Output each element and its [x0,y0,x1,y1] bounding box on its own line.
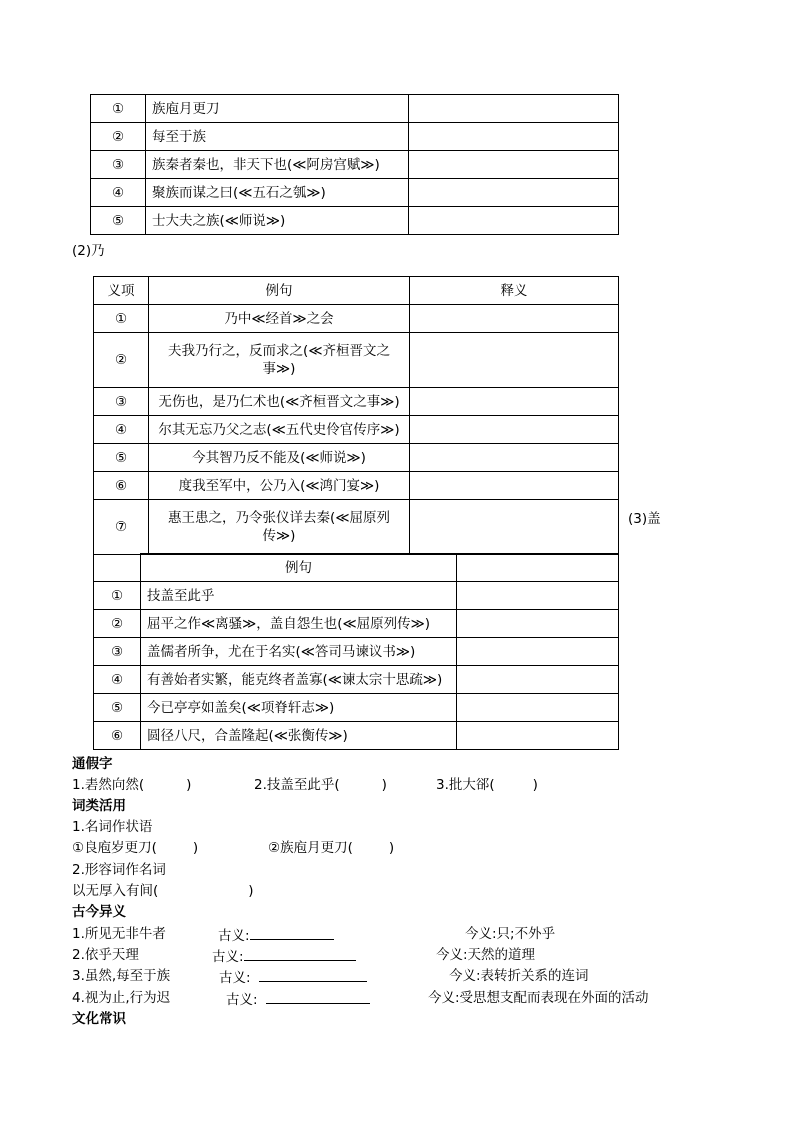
gujin-ancient-3 [219,967,367,987]
row-number: ③ [94,638,141,666]
row-number: ⑥ [94,472,149,500]
table-header-row [94,554,619,582]
table-nai [93,276,619,555]
heading-gujin: 古今异义 [72,904,126,920]
row-number: ⑤ [91,207,146,235]
row-number: ④ [91,179,146,207]
row-number: ② [91,123,146,151]
table-row [91,151,619,179]
paren-close: ) [532,777,538,793]
item-text: ①良庖岁更刀( [72,840,157,856]
row-number: ① [94,305,149,333]
meaning-cell[interactable] [410,444,619,472]
row-number: ① [91,95,146,123]
example-cell: 族秦者秦也，非天下也(≪阿房宫赋≫) [146,151,409,179]
table-row [91,179,619,207]
paren-close: ) [388,840,395,856]
gujin-ancient-4 [226,989,370,1009]
meaning-cell[interactable] [410,305,619,333]
gujin-phrase-4: 4.视为止,行为迟 [72,990,171,1006]
table-row [94,388,619,416]
example-line: 夫我乃行之，反而求之(≪齐桓晋文之 [168,343,390,359]
gujin-ancient-1 [218,925,334,945]
meaning-cell[interactable] [410,472,619,500]
meaning-cell[interactable] [409,123,619,151]
gujin-phrase-1: 1.所见无非牛者 [72,926,166,942]
table-row [91,123,619,151]
example-cell: 屈平之作≪离骚≫，盖自怨生也(≪屈原列传≫) [141,610,457,638]
ancient-label: 古义: [212,949,244,965]
heading-tongjiazi: 通假字 [72,756,113,772]
cilei-item-1 [72,839,198,857]
paren-close: ) [192,840,199,856]
row-number: ⑤ [94,694,141,722]
header-liju: 例句 [141,554,457,582]
item-text: 1.砉然向然( [72,777,145,793]
row-number: ③ [94,388,149,416]
header-yixiang: 义项 [94,277,149,305]
answer-line[interactable] [250,925,334,940]
table-row [94,666,619,694]
ancient-label: 古义: [218,928,250,944]
row-number: ② [94,610,141,638]
example-cell: 今已亭亭如盖矣(≪项脊轩志≫) [141,694,457,722]
example-line: 惠王患之，乃令张仪详去秦(≪屈原列 [168,510,390,526]
header-liju: 例句 [149,277,410,305]
table-row [94,638,619,666]
ancient-label: 古义: [219,970,251,986]
answer-line[interactable] [244,946,356,961]
row-number: ⑤ [94,444,149,472]
section-title-nai: (2)乃 [72,243,105,259]
tongjiazi-item-2 [254,776,387,794]
meaning-cell[interactable] [410,500,619,555]
tongjiazi-item-3 [436,776,538,794]
meaning-cell[interactable] [409,207,619,235]
item-text: 2.技盖至此乎( [254,777,340,793]
table-row [91,95,619,123]
table-row [94,305,619,333]
header-blank [94,554,141,582]
example-cell: 士大夫之族(≪师说≫) [146,207,409,235]
meaning-cell[interactable] [457,638,619,666]
example-cell: 圆径八尺，合盖隆起(≪张衡传≫) [141,722,457,750]
header-blank [457,554,619,582]
paren-close: ) [186,777,192,793]
tongjiazi-item-1 [72,776,191,794]
heading-cilei: 词类活用 [72,798,126,814]
section-title-gai: (3)盖 [628,511,661,527]
meaning-cell[interactable] [409,151,619,179]
meaning-cell[interactable] [457,694,619,722]
example-cell: 今其智乃反不能及(≪师说≫) [149,444,410,472]
gujin-phrase-3: 3.虽然,每至于族 [72,968,171,984]
meaning-cell[interactable] [457,610,619,638]
example-line: 事≫) [262,361,296,377]
example-cell: 无伤也，是乃仁术也(≪齐桓晋文之事≫) [149,388,410,416]
table-row [94,582,619,610]
example-cell: 尔其无忘乃父之志(≪五代史伶官传序≫) [149,416,410,444]
meaning-cell[interactable] [457,722,619,750]
example-cell: 聚族而谋之曰(≪五石之瓠≫) [146,179,409,207]
example-cell: 度我至军中，公乃入(≪鸿门宴≫) [149,472,410,500]
item-text: 以无厚入有间( [72,883,159,899]
header-shiyi: 释义 [410,277,619,305]
meaning-cell[interactable] [410,333,619,388]
gujin-modern-1: 今义:只;不外乎 [465,926,556,942]
table-zu [90,94,619,235]
row-number: ① [94,582,141,610]
meaning-cell[interactable] [410,388,619,416]
row-number: ⑥ [94,722,141,750]
cilei-item-3 [72,882,254,900]
cilei-item-2 [268,839,394,857]
item-text: 3.批大郤( [436,777,495,793]
meaning-cell[interactable] [410,416,619,444]
table-row [94,694,619,722]
answer-line[interactable] [266,989,370,1004]
example-cell [149,500,410,555]
row-number: ② [94,333,149,388]
table-row [94,333,619,388]
row-number: ⑦ [94,500,149,555]
cilei-sub-1: 1.名词作状语 [72,819,153,835]
paren-close: ) [248,883,254,899]
meaning-cell[interactable] [457,582,619,610]
example-cell: 盖儒者所争，尤在于名实(≪答司马谏议书≫) [141,638,457,666]
example-cell: 族庖月更刀 [146,95,409,123]
table-header-row [94,277,619,305]
table-row [94,472,619,500]
row-number: ④ [94,416,149,444]
heading-wenhua: 文化常识 [72,1011,126,1027]
paren-close: ) [381,777,387,793]
gujin-ancient-2 [212,946,356,966]
gujin-modern-3: 今义:表转折关系的连词 [449,968,589,984]
meaning-cell[interactable] [457,666,619,694]
table-row [94,722,619,750]
ancient-label: 古义: [226,992,258,1008]
example-cell [149,333,410,388]
example-cell: 乃中≪经首≫之会 [149,305,410,333]
item-text: ②族庖月更刀( [268,840,353,856]
example-cell: 技盖至此乎 [141,582,457,610]
example-cell: 有善始者实繁，能克终者盖寡(≪谏太宗十思疏≫) [141,666,457,694]
gujin-modern-4: 今义:受思想支配而表现在外面的活动 [428,990,649,1006]
table-row [91,207,619,235]
table-gai [93,553,619,750]
gujin-phrase-2: 2.依乎天理 [72,947,139,963]
answer-line[interactable] [259,967,367,982]
row-number: ③ [91,151,146,179]
table-row [94,416,619,444]
table-row [94,500,619,555]
meaning-cell[interactable] [409,179,619,207]
table-row [94,610,619,638]
example-cell: 每至于族 [146,123,409,151]
row-number: ④ [94,666,141,694]
gujin-modern-2: 今义:天然的道理 [436,947,536,963]
cilei-sub-2: 2.形容词作名词 [72,862,166,878]
meaning-cell[interactable] [409,95,619,123]
table-row [94,444,619,472]
example-line: 传≫) [262,528,296,544]
